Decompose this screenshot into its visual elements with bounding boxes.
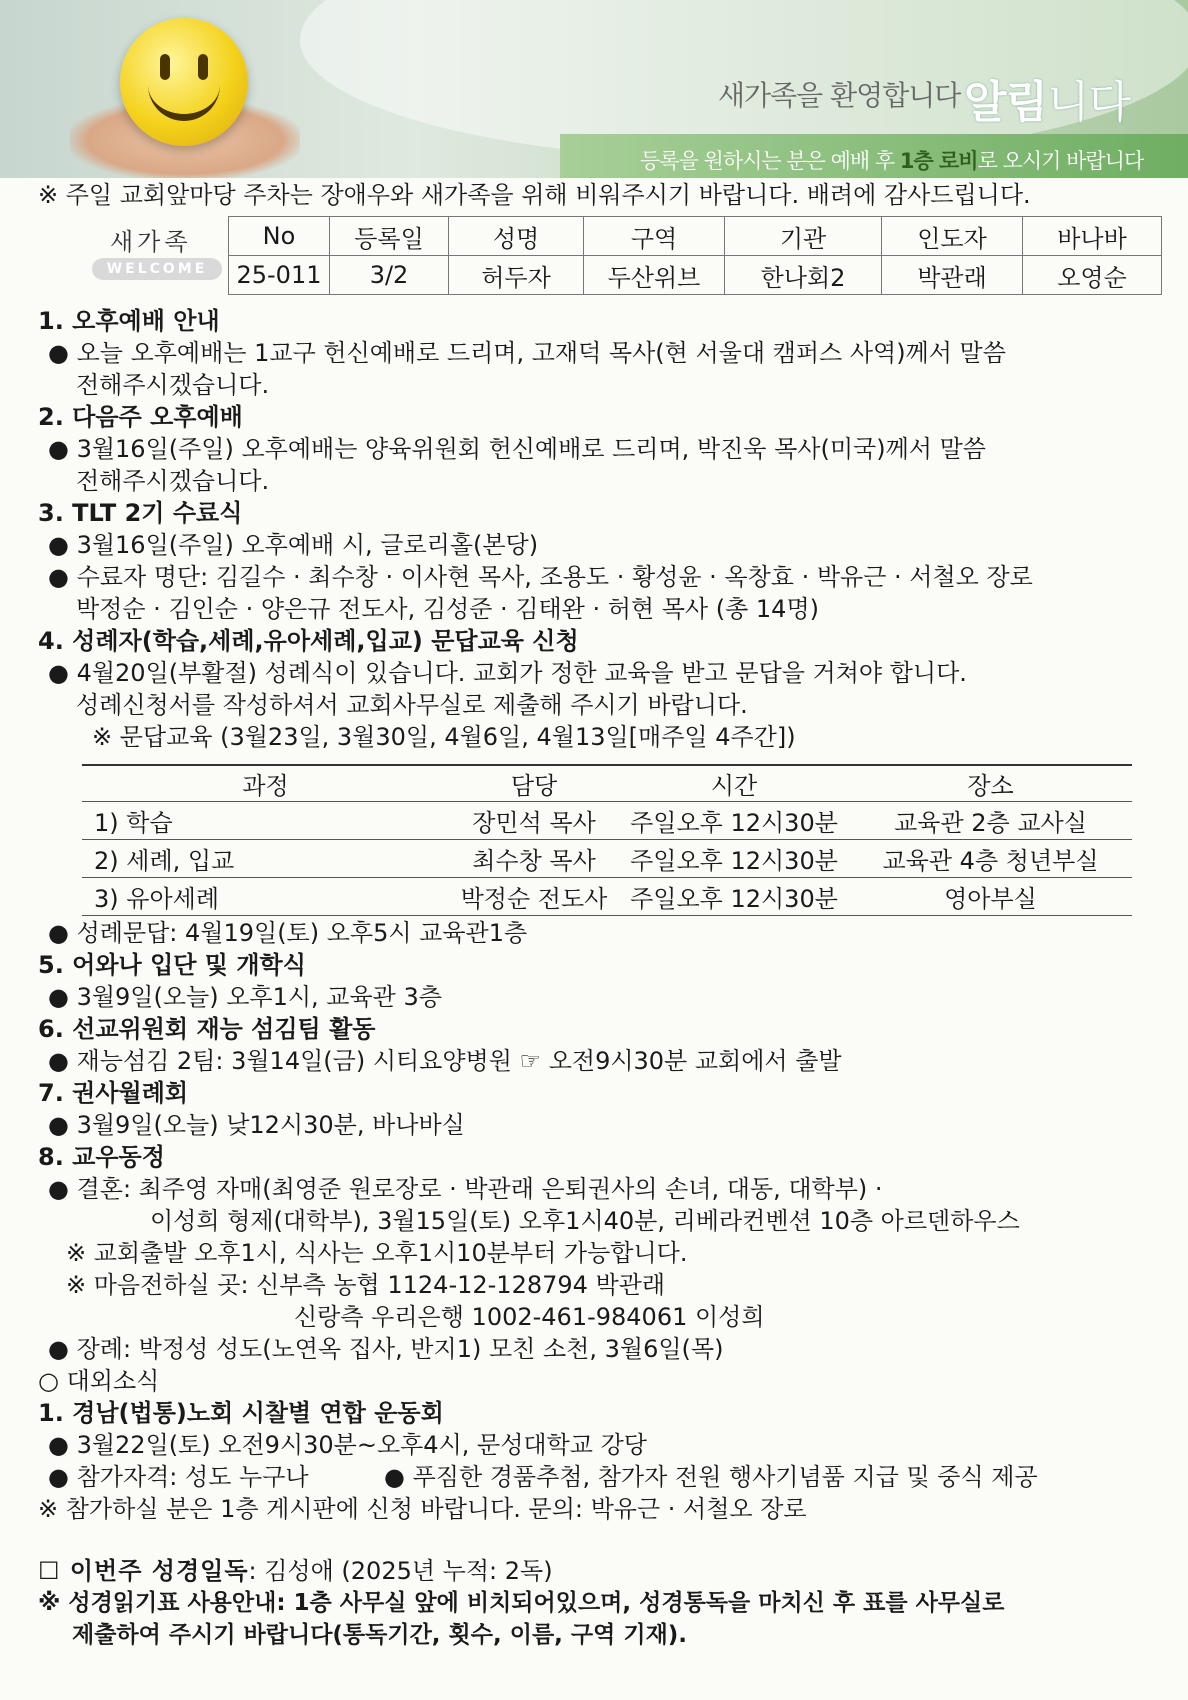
external-1-bullet-2a: ● 참가자격: 성도 누구나 (48, 1463, 309, 1491)
education-table (82, 764, 1132, 916)
nf-header-name: 성명 (449, 217, 584, 256)
smiley-ball-icon (120, 18, 248, 146)
nf-cell-name: 허두자 (449, 256, 584, 295)
section-1-title: 1. 오후예배 안내 (38, 307, 220, 335)
external-1-bullet-2b: ● 푸짐한 경품추첨, 참가자 전원 행사기념품 지급 및 중식 제공 (384, 1463, 1038, 1491)
header-subtitle-pre: 등록을 원하시는 분은 예배 후 (640, 149, 900, 173)
new-family-row (229, 256, 1162, 295)
edu-header-charge: 담당 (449, 765, 619, 802)
table-row (82, 840, 1132, 878)
section-5-bullet-1: ● 3월9일(오늘) 오후1시, 교육관 3층 (48, 983, 442, 1011)
section-8-note-2-cont: 신랑측 우리은행 1002-461-984061 이성희 (294, 1303, 765, 1331)
bible-reading-detail: : 김성애 (2025년 누적: 2독) (248, 1557, 553, 1585)
section-8-bullet-1-cont: 이성희 형제(대학부), 3월15일(토) 오후1시40분, 리베라컨벤션 10층 아르덴하우스 (150, 1207, 1020, 1235)
section-4-title: 4. 성례자(학습,세례,유아세례,입교) 문답교육 신청 (38, 627, 579, 655)
welcome-title: 새가족을 환영합니다 (718, 79, 961, 112)
external-1-title: 1. 경남(법통)노회 시찰별 연합 운동회 (38, 1399, 444, 1427)
nf-cell-date: 3/2 (330, 256, 449, 295)
section-7-title: 7. 권사월례회 (38, 1079, 189, 1107)
section-3-bullet-2-cont: 박정순 · 김인순 · 양은규 전도사, 김성준 · 김태완 · 허현 목사 (총 14명) (76, 595, 820, 623)
section-1-bullet-1: ● 오늘 오후예배는 1교구 헌신예배로 드리며, 고재덕 목사(현 서울대 캠퍼스 사역)께서 말씀 (48, 339, 1006, 367)
nf-cell-district: 두산위브 (584, 256, 725, 295)
section-3-title: 3. TLT 2기 수료식 (38, 499, 243, 527)
section-2-title: 2. 다음주 오후예배 (38, 403, 243, 431)
edu-cell-charge: 장민석 목사 (449, 802, 619, 840)
header-subtitle (640, 145, 1143, 175)
external-1-bullet-1: ● 3월22일(토) 오전9시30분~오후4시, 문성대학교 강당 (48, 1431, 647, 1459)
nf-header-district: 구역 (584, 217, 725, 256)
bible-reading-title: ☐ 이번주 성경일독 (38, 1557, 249, 1585)
nf-cell-no: 25-011 (229, 256, 330, 295)
edu-cell-place: 교육관 4층 청년부실 (849, 840, 1132, 878)
section-6-bullet-1: ● 재능섬김 2팀: 3월14일(금) 시티요양병원 ☞ 오전9시30분 교회에서 출발 (48, 1047, 842, 1075)
edu-cell-time: 주일오후 12시30분 (619, 802, 849, 840)
table-row (82, 878, 1132, 916)
edu-cell-time: 주일오후 12시30분 (619, 878, 849, 916)
edu-cell-course: 2) 세례, 입교 (82, 840, 449, 878)
section-4-bullet-1-cont: 성례신청서를 작성하셔서 교회사무실로 제출해 주시기 바랍니다. (76, 691, 748, 719)
section-7-bullet-1: ● 3월9일(오늘) 낮12시30분, 바나바실 (48, 1111, 465, 1139)
edu-cell-charge: 박정순 전도사 (449, 878, 619, 916)
bible-note-cont: 제출하여 주시기 바랍니다(통독기간, 횟수, 이름, 구역 기재). (72, 1622, 688, 1648)
header-banner (0, 0, 1188, 178)
edu-cell-course: 1) 학습 (82, 802, 449, 840)
notice-title-strong: 알림 (964, 77, 1048, 128)
nf-cell-guide: 박관래 (882, 256, 1023, 295)
new-family-label: 새가족 (110, 228, 192, 256)
section-2-bullet-1: ● 3월16일(주일) 오후예배는 양육위원회 헌신예배로 드리며, 박진욱 목사(미국)께서 말씀 (48, 435, 986, 463)
section-8-title: 8. 교우동정 (38, 1143, 165, 1171)
external-1-note: ※ 참가하실 분은 1층 게시판에 신청 바랍니다. 문의: 박유근 · 서철오 장로 (38, 1495, 807, 1523)
section-4-note: ※ 문답교육 (3월23일, 3월30일, 4월6일, 4월13일[매주일 4주간]) (92, 723, 796, 751)
external-news-title: ○ 대외소식 (38, 1367, 160, 1395)
new-family-table (228, 216, 1162, 295)
welcome-badge: WELCOME (92, 258, 222, 280)
edu-header-time: 시간 (619, 765, 849, 802)
bible-reading-line (38, 1556, 553, 1586)
nf-header-organization: 기관 (725, 217, 882, 256)
section-3-bullet-1: ● 3월16일(주일) 오후예배 시, 글로리홀(본당) (48, 531, 539, 559)
section-3-bullet-2: ● 수료자 명단: 김길수 · 최수창 · 이사현 목사, 조용도 · 황성윤 · 옥창효 · 박유근 · 서철오 장로 (48, 563, 1033, 591)
nf-header-no: No (229, 217, 330, 256)
section-5-title: 5. 어와나 입단 및 개학식 (38, 951, 306, 979)
notice-title-rest: 니다 (1047, 77, 1131, 128)
section-1-bullet-1-cont: 전해주시겠습니다. (76, 371, 270, 399)
nf-header-date: 등록일 (330, 217, 449, 256)
edu-cell-place: 영아부실 (849, 878, 1132, 916)
notice-title (964, 66, 1130, 130)
nf-header-guide: 인도자 (882, 217, 1023, 256)
edu-cell-charge: 최수창 목사 (449, 840, 619, 878)
edu-header-place: 장소 (849, 765, 1132, 802)
section-8-bullet-2: ● 장례: 박정성 성도(노연옥 집사, 반지1) 모친 소천, 3월6일(목) (48, 1335, 724, 1363)
section-8-note-1: ※ 교회출발 오후1시, 식사는 오후1시10분부터 가능합니다. (66, 1239, 688, 1267)
edu-cell-place: 교육관 2층 교사실 (849, 802, 1132, 840)
header-subtitle-bold: 1층 로비 (899, 149, 978, 173)
edu-header-course: 과정 (82, 765, 449, 802)
section-6-title: 6. 선교위원회 재능 섬김팀 활동 (38, 1015, 376, 1043)
nf-header-barnabas: 바나바 (1023, 217, 1162, 256)
edu-cell-course: 3) 유아세례 (82, 878, 449, 916)
header-subtitle-post: 로 오시기 바랍니다 (977, 149, 1144, 173)
nf-cell-organization: 한나회2 (725, 256, 882, 295)
section-4-bullet-1: ● 4월20일(부활절) 성례식이 있습니다. 교회가 정한 교육을 받고 문답을 거쳐야 합니다. (48, 659, 967, 687)
table-row (82, 802, 1132, 840)
new-family-header-row (229, 217, 1162, 256)
nf-cell-barnabas: 오영순 (1023, 256, 1162, 295)
bible-note: ※ 성경읽기표 사용안내: 1층 사무실 앞에 비치되어있으며, 성경통독을 마치신 후 표를 사무실로 (38, 1590, 1005, 1616)
section-2-bullet-1-cont: 전해주시겠습니다. (76, 467, 270, 495)
section-8-note-2: ※ 마음전하실 곳: 신부측 농협 1124-12-128794 박관래 (66, 1271, 666, 1299)
section-4-bullet-2: ● 성례문답: 4월19일(토) 오후5시 교육관1층 (48, 919, 528, 947)
education-table-header (82, 765, 1132, 802)
edu-cell-time: 주일오후 12시30분 (619, 840, 849, 878)
section-8-bullet-1: ● 결혼: 최주영 자매(최영준 원로장로 · 박관래 은퇴권사의 손녀, 대동, 대학부) · (48, 1175, 883, 1203)
parking-notice: ※ 주일 교회앞마당 주차는 장애우와 새가족을 위해 비워주시기 바랍니다. 배려에 감사드립니다. (38, 181, 1031, 209)
